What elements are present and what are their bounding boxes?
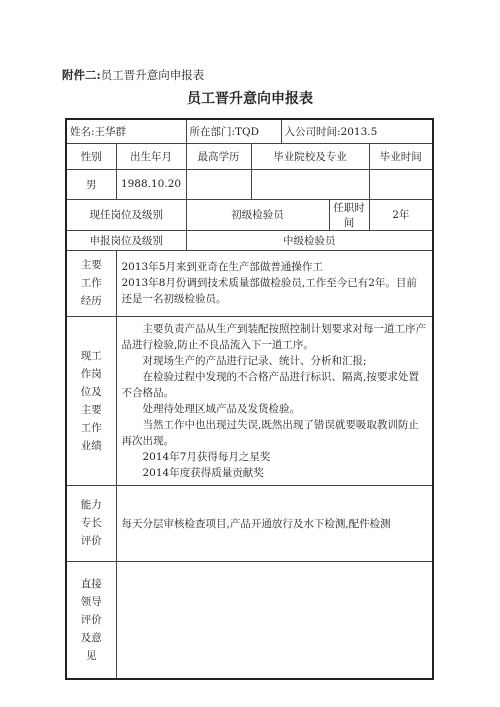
duties-line: 对现场生产的产品进行记录、统计、分析和汇报; xyxy=(142,354,367,367)
tenure-value: 2年 xyxy=(369,199,433,230)
education-header: 最高学历 xyxy=(186,143,251,169)
label-line: 专长 xyxy=(80,517,102,529)
birth-header: 出生年月 xyxy=(116,143,186,169)
name-cell: 姓名:王华群 xyxy=(66,119,186,143)
graduation-value xyxy=(369,169,433,199)
ability-row xyxy=(66,485,433,561)
label-line: 评价 xyxy=(80,613,102,626)
document-title: 员工晋升意向申报表 xyxy=(187,91,313,107)
application-form xyxy=(65,118,434,680)
label-line: 工作 xyxy=(80,421,102,434)
duties-line: 主要负责产品从生产到装配按照控制计划要求对每一道工序产品进行检验,防止不良品流入下一道工序。 xyxy=(121,322,426,351)
duties-line: 处理待处理区域产品及发货检验。 xyxy=(142,402,300,415)
attachment-text: 员工晋升意向申报表 xyxy=(100,68,205,82)
label-line: 领导 xyxy=(80,595,102,608)
duties-label xyxy=(66,316,116,485)
apply-position-row xyxy=(66,230,433,250)
duties-line: 在检验过程中发现的不合格产品进行标识、隔离,按要求处置不合格品。 xyxy=(121,370,419,399)
experience-line: 2013年8月份调到技术质量部做检验员,工作至今已有2年。目前还是一名初级检验员。 xyxy=(121,277,417,305)
label-line: 及意 xyxy=(80,631,102,644)
experience-content xyxy=(116,250,433,316)
label-line: 评价 xyxy=(80,535,102,547)
duties-content xyxy=(116,316,433,485)
label-line: 主要 xyxy=(80,403,102,416)
experience-row xyxy=(66,250,433,316)
award-line: 2014年度获得质量贡献奖 xyxy=(142,466,264,479)
header-row xyxy=(66,119,433,143)
ability-label xyxy=(66,485,116,561)
gender-value: 男 xyxy=(66,169,116,199)
label-line: 经历 xyxy=(80,295,102,307)
current-position-value: 初级检验员 xyxy=(186,199,329,230)
info-value-row xyxy=(66,169,433,199)
birth-value: 1988.10.20 xyxy=(116,169,186,199)
tenure-label: 任职时间 xyxy=(329,199,369,230)
label-line: 工作 xyxy=(80,277,102,289)
experience-label xyxy=(66,250,116,316)
current-position-label: 现任岗位及级别 xyxy=(66,199,186,230)
school-major-header: 毕业院校及专业 xyxy=(251,143,369,169)
label-line: 现工 xyxy=(80,349,102,362)
label-line: 业绩 xyxy=(80,439,102,452)
join-date-cell: 入公司时间:2013.5 xyxy=(281,119,433,143)
attachment-heading xyxy=(62,67,204,83)
label-line: 位及 xyxy=(80,385,102,398)
apply-position-label: 申报岗位及级别 xyxy=(66,230,186,250)
duties-row xyxy=(66,316,433,485)
supervisor-label xyxy=(66,561,116,679)
label-line: 见 xyxy=(86,649,97,662)
apply-position-value: 中级检验员 xyxy=(186,230,433,250)
duties-line: 当然工作中也出现过失误,既然出现了错误就要吸取教训防止再次出现。 xyxy=(121,418,419,447)
school-major-value xyxy=(251,169,369,199)
supervisor-content[interactable] xyxy=(116,561,433,679)
experience-line: 2013年5月来到亚奇在生产部做普通操作工 xyxy=(121,261,323,273)
label-line: 直接 xyxy=(80,577,102,590)
supervisor-row xyxy=(66,561,433,679)
gender-header: 性别 xyxy=(66,143,116,169)
label-line: 作岗 xyxy=(80,367,102,380)
ability-content: 每天分层审核检查项目,产品开通放行及水下检测,配件检测 xyxy=(116,485,433,561)
current-position-row xyxy=(66,199,433,230)
graduation-header: 毕业时间 xyxy=(369,143,433,169)
award-line: 2014年7月获得每月之星奖 xyxy=(142,450,271,463)
label-line: 主要 xyxy=(80,259,102,271)
info-header-row xyxy=(66,143,433,169)
label-line: 能力 xyxy=(80,499,102,511)
attachment-label: 附件二: xyxy=(62,68,101,82)
education-value xyxy=(186,169,251,199)
department-cell: 所在部门:TQD xyxy=(186,119,281,143)
